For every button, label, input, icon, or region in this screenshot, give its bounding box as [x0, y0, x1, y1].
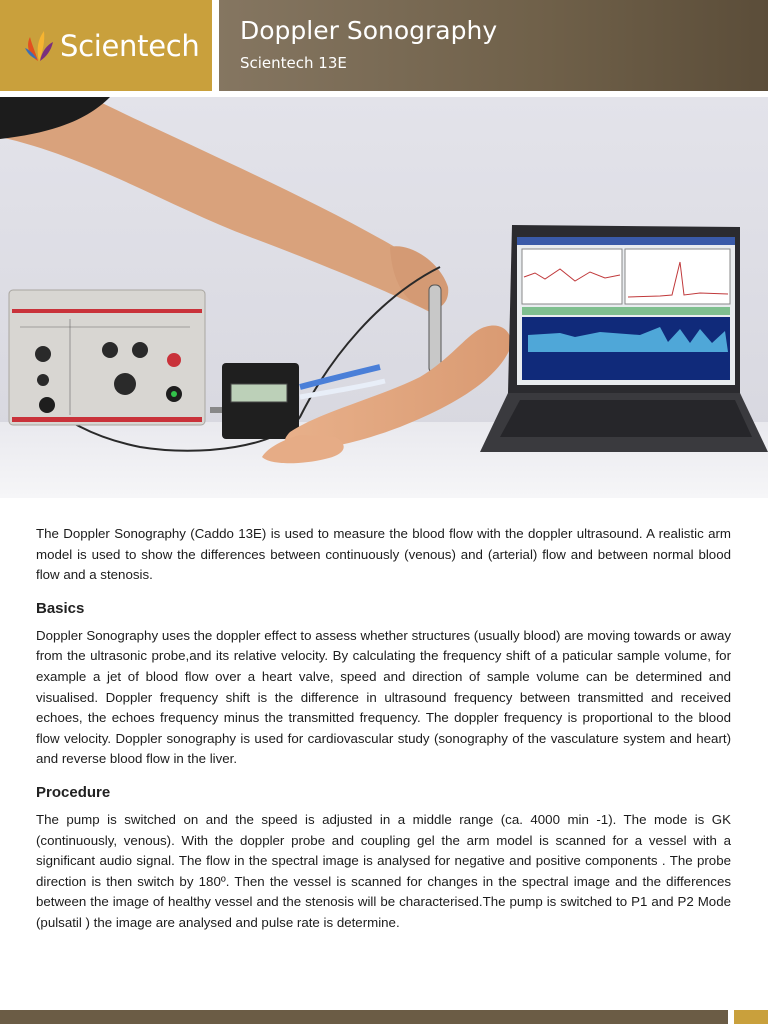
procedure-paragraph: The pump is switched on and the speed is adjusted in a middle range (ca. 4000 min -1). The mode is GK (continuously, venous). With the doppler probe and coupling gel the arm model is scanned for a vessel with a significant audio signal. The flow in the spectral image is analysed for negative and positive components . The probe direction is then switch by 180º. Then the vessel is scanned for changes in the spectral image and the differences between the image of healthy vessel and the stenosis will be characterised.The pump is switched to P1 and P2 Mode (pulsatil ) the image are analysed and pulse rate is determine. [36, 811, 731, 930]
brand-logo-box [0, 0, 212, 91]
product-photo [0, 97, 768, 498]
brand-name: Scientech [60, 28, 200, 63]
footer-bar [0, 1010, 728, 1024]
section-heading-procedure: Procedure [36, 783, 111, 801]
basics-paragraph: Doppler Sonography uses the doppler effect to assess whether structures (usually blood) are moving towards or away from the ultrasonic probe,and its relative velocity. By calculating the frequency shift of a paticular sample volume, for example a jet of blood flow over a heart valve, speed and direction of sample volume can be determined and visualised. Doppler frequency shift is the difference in ultrasound frequency between transmitted and received echoes, the echoes frequency minus the transmitted frequency. The doppler frequency is proportional to the blood flow velocity. Doppler sonography is used for cardiovascular study (sonography of the vasculature system and heart) and reverse blood flow in the liver. [36, 627, 731, 767]
scientech-logo-icon [24, 29, 54, 63]
intro-paragraph: The Doppler Sonography (Caddo 13E) is used to measure the blood flow with the doppler ultrasound. A realistic arm model is used to show the differences between continuously (venous) and (arterial) flow and between normal blood flow and a stenosis. [36, 526, 731, 583]
article-body [36, 524, 731, 934]
page-subtitle: Scientech 13E [240, 54, 347, 72]
page-title: Doppler Sonography [240, 16, 498, 45]
section-heading-basics: Basics [36, 599, 85, 617]
footer-accent [734, 1010, 768, 1024]
title-banner [219, 0, 768, 91]
